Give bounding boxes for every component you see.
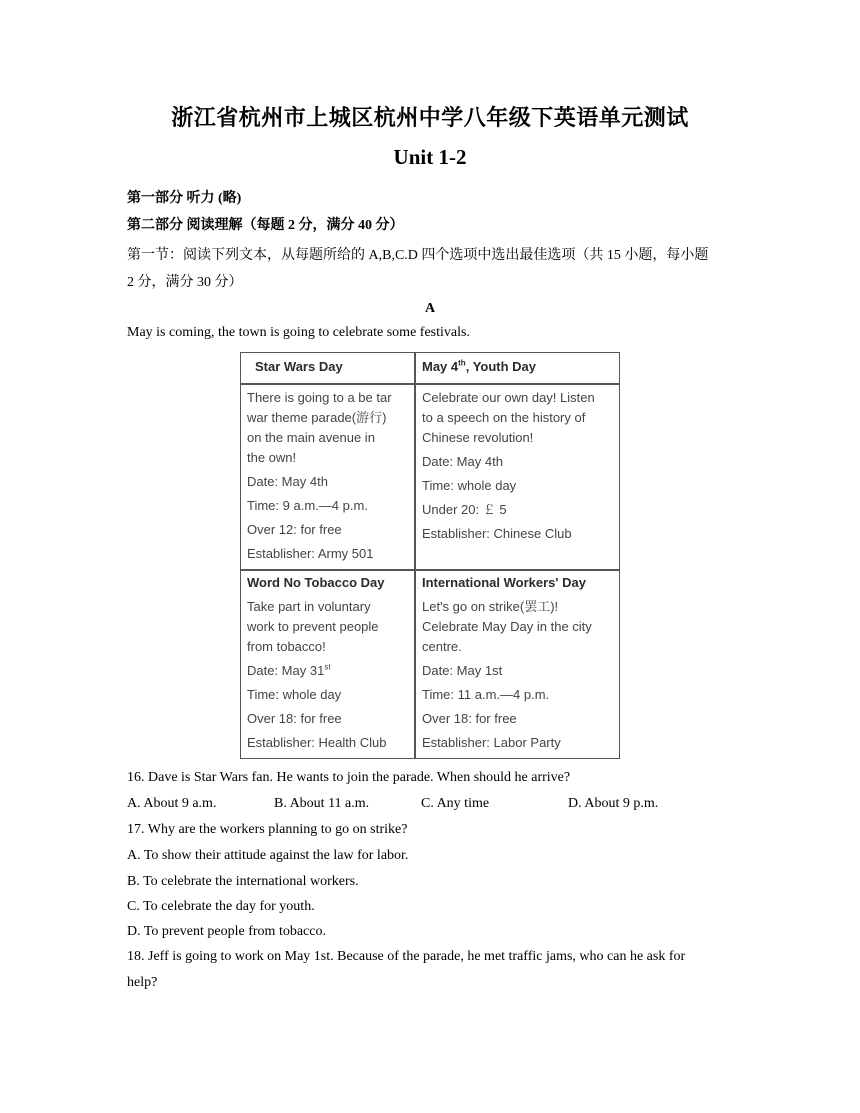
youth-day-header-main: May 4 bbox=[422, 359, 459, 374]
passage-label: A bbox=[424, 301, 436, 316]
workers-day-desc-2: Celebrate May Day in the city bbox=[422, 619, 592, 634]
no-tobacco-desc-3: from tobacco! bbox=[247, 639, 326, 654]
part1-heading: 第一部分 听力 (略) bbox=[127, 191, 242, 206]
star-wars-desc-4: the own! bbox=[247, 450, 297, 465]
part2-heading: 第二部分 阅读理解（每题 2 分，满分 40 分） bbox=[127, 218, 404, 233]
star-wars-desc-2: war theme parade(游行) bbox=[247, 410, 387, 425]
section1-instructions-line1: 第一节：阅读下列文本，从每题所给的 A,B,C.D 四个选项中选出最佳选项（共 15 小题，每小题 bbox=[127, 248, 709, 263]
youth-day-price: Under 20: ￡ 5 bbox=[422, 502, 507, 517]
no-tobacco-establisher: Establisher: Health Club bbox=[247, 735, 387, 750]
youth-day-cell bbox=[422, 388, 618, 544]
question-16-option-a: A. About 9 a.m. bbox=[127, 796, 217, 811]
question-17-option-a: A. To show their attitude against the law for labor. bbox=[127, 848, 409, 863]
workers-day-header: International Workers' Day bbox=[422, 575, 586, 590]
no-tobacco-date bbox=[247, 661, 413, 681]
workers-day-establisher: Establisher: Labor Party bbox=[422, 735, 561, 750]
page-subtitle: Unit 1-2 bbox=[393, 145, 467, 169]
youth-day-desc-3: Chinese revolution! bbox=[422, 430, 534, 445]
question-18-stem-line2: help? bbox=[127, 975, 158, 990]
table-vertical-divider bbox=[414, 353, 416, 758]
star-wars-date: Date: May 4th bbox=[247, 474, 328, 489]
youth-day-header-sup: th bbox=[458, 358, 466, 368]
star-wars-time: Time: 9 a.m.—4 p.m. bbox=[247, 498, 368, 513]
no-tobacco-time: Time: whole day bbox=[247, 687, 342, 702]
youth-day-date: Date: May 4th bbox=[422, 454, 503, 469]
star-wars-day-header: Star Wars Day bbox=[255, 359, 343, 374]
youth-day-time: Time: whole day bbox=[422, 478, 517, 493]
star-wars-desc-1: There is going to a be tar bbox=[247, 390, 392, 405]
no-tobacco-desc-1: Take part in voluntary bbox=[247, 599, 371, 614]
question-16-stem: 16. Dave is Star Wars fan. He wants to join the parade. When should he arrive? bbox=[127, 770, 571, 785]
question-18-stem-line1: 18. Jeff is going to work on May 1st. Because of the parade, he met traffic jams, who can he ask for bbox=[127, 949, 686, 964]
no-tobacco-price: Over 18: for free bbox=[247, 711, 342, 726]
star-wars-price: Over 12: for free bbox=[247, 522, 342, 537]
youth-day-header-rest: , Youth Day bbox=[465, 359, 537, 374]
star-wars-establisher: Establisher: Army 501 bbox=[247, 546, 374, 561]
table-header-divider bbox=[241, 383, 619, 385]
no-tobacco-desc-2: work to prevent people bbox=[247, 619, 379, 634]
question-16-option-c: C. Any time bbox=[421, 796, 490, 811]
workers-day-time: Time: 11 a.m.—4 p.m. bbox=[422, 687, 550, 702]
no-tobacco-date-main: Date: May 31 bbox=[247, 663, 325, 678]
table-middle-divider bbox=[241, 569, 619, 571]
star-wars-desc-3: on the main avenue in bbox=[247, 430, 375, 445]
passage-intro: May is coming, the town is going to celebrate some festivals. bbox=[127, 325, 470, 340]
star-wars-day-cell bbox=[247, 388, 413, 564]
workers-day-cell bbox=[422, 597, 618, 753]
question-17-option-c: C. To celebrate the day for youth. bbox=[127, 899, 315, 914]
section1-instructions-line2: 2 分，满分 30 分） bbox=[127, 275, 243, 290]
youth-day-desc-1: Celebrate our own day! Listen bbox=[422, 390, 595, 405]
no-tobacco-day-cell bbox=[247, 597, 413, 753]
workers-day-desc-1: Let's go on strike(罢工)! bbox=[422, 599, 559, 614]
workers-day-date: Date: May 1st bbox=[422, 663, 503, 678]
question-17-stem: 17. Why are the workers planning to go on strike? bbox=[127, 822, 408, 837]
page-title: 浙江省杭州市上城区杭州中学八年级下英语单元测试 bbox=[171, 105, 689, 130]
youth-day-establisher: Establisher: Chinese Club bbox=[422, 526, 572, 541]
workers-day-desc-3: centre. bbox=[422, 639, 462, 654]
youth-day-desc-2: to a speech on the history of bbox=[422, 410, 586, 425]
question-16-option-b: B. About 11 a.m. bbox=[274, 796, 370, 811]
question-17-option-d: D. To prevent people from tobacco. bbox=[127, 924, 326, 939]
no-tobacco-day-header: Word No Tobacco Day bbox=[247, 575, 385, 590]
no-tobacco-date-sup: st bbox=[324, 662, 331, 672]
festival-table bbox=[240, 352, 620, 759]
question-17-option-b: B. To celebrate the international workers. bbox=[127, 874, 359, 889]
youth-day-header bbox=[422, 359, 536, 374]
question-16-option-d: D. About 9 p.m. bbox=[568, 796, 659, 811]
workers-day-price: Over 18: for free bbox=[422, 711, 517, 726]
